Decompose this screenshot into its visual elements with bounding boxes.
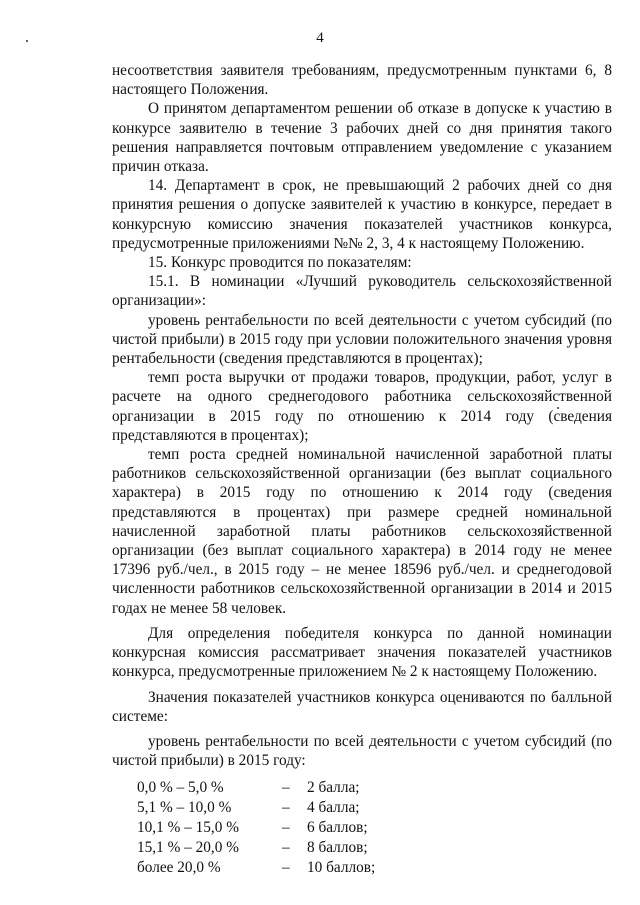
score-row — [137, 838, 375, 858]
paragraph-item-15: 15. Конкурс проводится по показателям: — [148, 254, 412, 272]
score-points: 8 баллов; — [307, 838, 368, 856]
score-range: более 20,0 % — [137, 858, 221, 876]
score-dash: – — [282, 838, 290, 856]
paragraph-item-14: 14. Департамент в срок, не превышающий 2 рабочих дней со дня принятия решения о допуске заявителей к участию в конкурсе, передает в конкурсную комиссию значения показателей участников конкурса, предусмотренные приложениями №№ 2, 3, 4 к настоящему Положению. — [112, 177, 612, 252]
score-range: 15,1 % – 20,0 % — [137, 838, 239, 856]
score-row — [137, 778, 375, 798]
score-scale-table — [137, 778, 375, 877]
score-points: 10 баллов; — [307, 858, 376, 876]
score-row — [137, 818, 375, 838]
score-row — [137, 798, 375, 818]
score-row — [137, 858, 375, 878]
paragraph-winner-determination: Для определения победителя конкурса по данной номинации конкурсная комиссия рассматривает значения показателей участников конкурса, предусмотренные приложением № 2 к настоящему Положению. — [112, 624, 612, 681]
score-range: 5,1 % – 10,0 % — [137, 799, 232, 817]
paragraph-wage-growth: темп роста средней номинальной начисленной заработной платы работников сельскохозяйственной организации (без выплат социального характера) в 2015 году по отношению к 2014 году (сведения представляются в процентах) при размере средней номинальной начисленной заработной платы работников сельскохозяйственной организации (без выплат социального характера) в 2014 году не менее 17396 руб./чел., в 2015 году – не менее 18596 руб./чел. и среднегодовой численности работников сельскохозяйственной организации в 2014 и 2015 годах не менее 58 человек. — [112, 446, 612, 617]
score-range: 0,0 % – 5,0 % — [137, 779, 224, 797]
score-dash: – — [282, 818, 290, 836]
paragraph-continuation: несоответствия заявителя требованиям, предусмотренным пунктами 6, 8 настоящего Положения. — [112, 62, 612, 99]
paragraph-item-15-1: 15.1. В номинации «Лучший руководитель сельскохозяйственной организации»: — [112, 273, 612, 310]
score-points: 2 балла; — [307, 779, 360, 797]
paragraph-refusal-notice: О принятом департаментом решении об отказе в допуске к участию в конкурсе заявителю в течение 3 рабочих дней со дня принятия такого решения направляется почтовым отправлением уведомление с указанием причин отказа. — [112, 100, 612, 176]
paragraph-scoring-system: Значения показателей участников конкурса оцениваются по балльной системе: — [112, 688, 612, 725]
score-dash: – — [282, 799, 290, 817]
score-dash: – — [282, 779, 290, 797]
paragraph-profitability-scale: уровень рентабельности по всей деятельности с учетом субсидий (по чистой прибыли) в 2015 году: — [112, 732, 612, 770]
document-body — [112, 61, 612, 877]
score-range: 10,1 % – 15,0 % — [137, 818, 239, 836]
score-dash: – — [282, 858, 290, 876]
score-points: 4 балла; — [307, 799, 360, 817]
paragraph-profitability: уровень рентабельности по всей деятельности с учетом субсидий (по чистой прибыли) в 2015 году при условии положительного значения уровня рентабельности (сведения представляются в процентах); — [112, 311, 612, 368]
paragraph-revenue-growth: темп роста выручки от продажи товаров, продукции, работ, услуг в расчете на одного среднегодового работника сельскохозяйственной организации в 2015 году по отношению к 2014 году (сведения представляются в процентах); — [112, 369, 612, 444]
score-points: 6 баллов; — [307, 818, 368, 836]
page-number: 4 — [316, 30, 324, 46]
